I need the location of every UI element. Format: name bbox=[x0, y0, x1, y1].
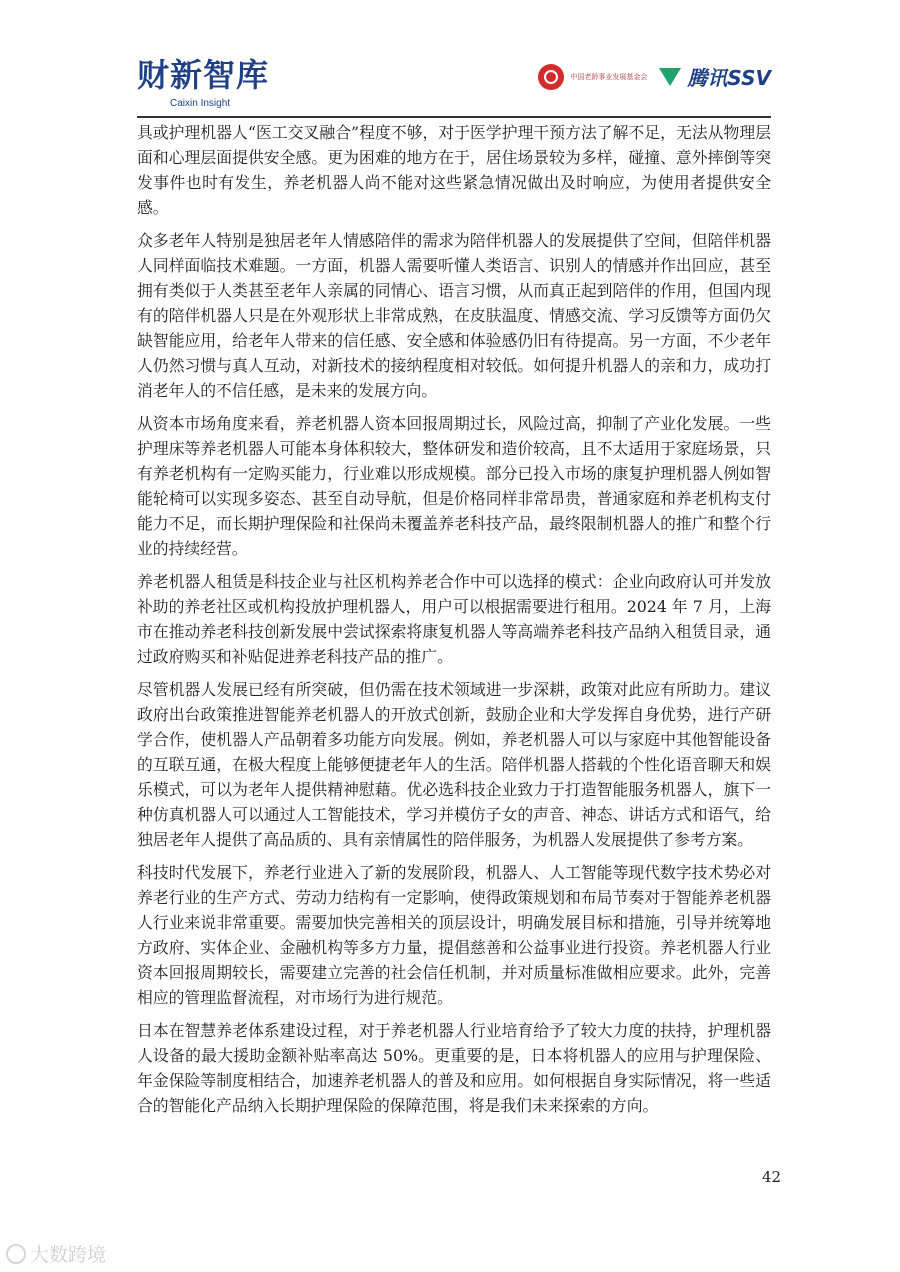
paragraph: 从资本市场角度来看，养老机器人资本回报周期过长，风险过高，抑制了产业化发展。一些护理床等养老机器人可能本身体积较大，整体研发和造价较高，且不太适用于家庭场景，只有养老机构有一定购买能力，行业难以形成规模。部分已投入市场的康复护理机器人例如智能轮椅可以实现多姿态、甚至自动导航，但是价格同样非常昂贵，普通家庭和养老机构支付能力不足，而长期护理保险和社保尚未覆盖养老科技产品，最终限制机器人的推广和整个行业的持续经营。 bbox=[137, 414, 771, 558]
paragraph: 具或护理机器人“医工交叉融合”程度不够，对于医学护理干预方法了解不足，无法从物理层面和心理层面提供安全感。更为困难的地方在于，居住场景较为多样，碰撞、意外摔倒等突发事件也时有发生，养老机器人尚不能对这些紧急情况做出及时响应，为使用者提供安全感。 bbox=[137, 123, 771, 217]
paragraph: 尽管机器人发展已经有所突破，但仍需在技术领域进一步深耕，政策对此应有所助力。建议政府出台政策推进智能养老机器人的开放式创新，鼓励企业和大学发挥自身优势，进行产研学合作，使机器人产品朝着多功能方向发展。例如，养老机器人可以与家庭中其他智能设备的互联互通，在极大程度上能够便捷老年人的生活。陪伴机器人搭载的个性化语音聊天和娱乐模式，可以为老年人提供精神慰藉。优必选科技企业致力于打造智能服务机器人，旗下一种仿真机器人可以通过人工智能技术，学习并模仿子女的声音、神态、讲话方式和语气，给独居老年人提供了高品质的、具有亲情属性的陪伴服务，为机器人发展提供了参考方案。 bbox=[137, 680, 771, 849]
foundation-name: 中国老龄事业发展基金会 bbox=[570, 72, 648, 81]
paragraph: 日本在智慧养老体系建设过程，对于养老机器人行业培育给予了较大力度的扶持，护理机器人设备的最大援助金额补贴率高达 50%。更重要的是，日本将机器人的应用与护理保险、年金保险等制度相结合，加速养老机器人的普及和应用。如何根据自身实际情况，将一些适合的智能化产品纳入长期护理保险的保障范围，将是我们未来探索的方向。 bbox=[137, 1021, 771, 1115]
watermark-logo-icon bbox=[6, 1244, 26, 1264]
tencent-ssv-logo: 腾讯SSV bbox=[687, 66, 771, 90]
page-header bbox=[137, 56, 771, 114]
document-body bbox=[137, 120, 771, 1126]
page-number: 42 bbox=[762, 1168, 782, 1186]
paragraph: 养老机器人租赁是科技企业与社区机构养老合作中可以选择的模式：企业向政府认可并发放补助的养老社区或机构投放护理机器人，用户可以根据需要进行租用。2024 年 7 月，上海市在推动养老科技创新发展中尝试探索将康复机器人等高端养老科技产品纳入租赁目录，通过政府购买和补贴促进养老科技产品的推广。 bbox=[137, 572, 772, 666]
watermark-text: 大数跨境 bbox=[30, 1244, 107, 1266]
caixin-insight-logo: 财新智库 bbox=[137, 56, 270, 94]
header-divider bbox=[137, 116, 771, 118]
foundation-seal-icon bbox=[538, 64, 564, 90]
watermark bbox=[6, 1240, 106, 1267]
caixin-insight-subtitle: Caixin Insight bbox=[170, 98, 231, 109]
partner-logos bbox=[538, 62, 771, 91]
paragraph: 科技时代发展下，养老行业进入了新的发展阶段，机器人、人工智能等现代数字技术势必对养老行业的生产方式、劳动力结构有一定影响，使得政策规划和布局节奏对于智能养老机器人行业来说非常重要。需要加快完善相关的顶层设计，明确发展目标和措施，引导并统筹地方政府、实体企业、金融机构等多方力量，提倡慈善和公益事业进行投资。养老机器人行业资本回报周期较长，需要建立完善的社会信任机制，并对质量标准做相应要求。此外，完善相应的管理监督流程，对市场行为进行规范。 bbox=[137, 863, 771, 1007]
tencent-ssv-mark-icon bbox=[659, 68, 681, 86]
paragraph: 众多老年人特别是独居老年人情感陪伴的需求为陪伴机器人的发展提供了空间，但陪伴机器人同样面临技术难题。一方面，机器人需要听懂人类语言、识别人的情感并作出回应，甚至拥有类似于人类甚至老年人亲属的同情心、语言习惯，从而真正起到陪伴的作用，但国内现有的陪伴机器人只是在外观形状上非常成熟，在皮肤温度、情感交流、学习反馈等方面仍欠缺智能应用，给老年人带来的信任感、安全感和体验感仍旧有待提高。另一方面，不少老年人仍然习惯与真人互动，对新技术的接纳程度相对较低。如何提升机器人的亲和力，成功打消老年人的不信任感，是未来的发展方向。 bbox=[137, 231, 771, 400]
